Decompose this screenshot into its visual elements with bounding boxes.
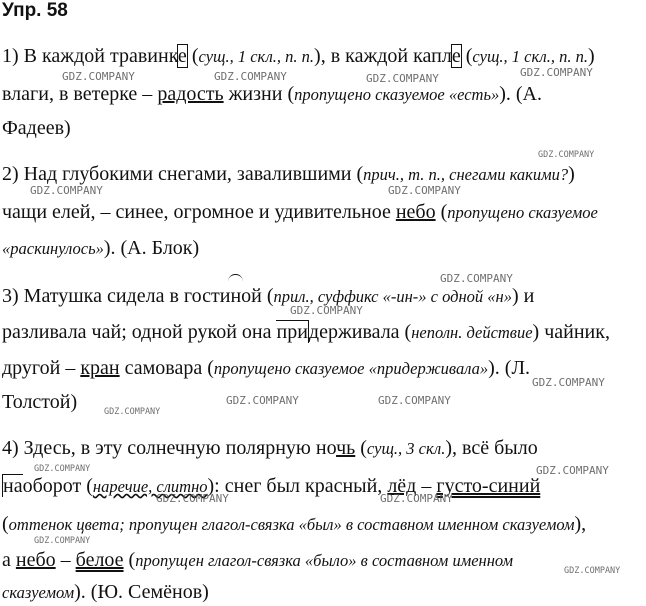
watermark: GDZ.COMPANY — [156, 492, 229, 505]
p4-line5: сказуемом). (Ю. Семёнов) — [2, 581, 209, 603]
subject-underline: радость — [157, 83, 224, 105]
watermark: GDZ.COMPANY — [564, 566, 621, 576]
watermark: GDZ.COMPANY — [520, 66, 593, 79]
prefix-mark: на — [3, 475, 23, 497]
watermark: GDZ.COMPANY — [440, 272, 513, 285]
p2-line2: чащи елей, – синее, огромное и удивительное небо (пропущено сказуемое — [2, 201, 598, 223]
watermark: GDZ.COMPANY — [62, 70, 135, 83]
watermark: GDZ.COMPANY — [214, 70, 287, 83]
ending-box: е — [177, 45, 187, 67]
p3-line4: Толстой) — [2, 391, 78, 413]
subject-underline: небо — [15, 549, 56, 571]
watermark: GDZ.COMPANY — [34, 464, 91, 474]
predicate-underline: густо-синий — [436, 475, 541, 497]
watermark: GDZ.COMPANY — [536, 464, 609, 477]
p4-line4: а небо – белое (пропущен глагол-связка «было» в составном именном — [2, 549, 514, 571]
p3-line3: другой – кран самовара (пропущено сказуемое «придерживала»). (Л. — [2, 357, 531, 379]
watermark: GDZ.COMPANY — [30, 184, 103, 197]
watermark: GDZ.COMPANY — [226, 394, 299, 407]
watermark: GDZ.COMPANY — [532, 376, 605, 389]
watermark: GDZ.COMPANY — [34, 536, 91, 546]
p1-line3: Фадеев) — [2, 117, 71, 139]
predicate-underline: белое — [75, 549, 124, 571]
p1-line2: влаги, в ветерке – радость жизни (пропущено сказуемое «есть»). (А. — [2, 83, 542, 105]
watermark: GDZ.COMPANY — [104, 407, 161, 417]
watermark: GDZ.COMPANY — [378, 394, 451, 407]
p4-line2: наоборот (наречие, слитно): снег был красный, лёд – густо-синий — [3, 475, 541, 497]
p3-line2: разливала чай; одной рукой она придерживала (неполн. действие) чайник, — [2, 321, 610, 343]
subject-underline: кран — [80, 357, 120, 379]
p2-line1: 2) Над глубокими снегами, завалившими (прич., т. п., снегами какими?) — [2, 163, 575, 185]
p4-line1: 4) Здесь, в эту солнечную полярную ночь (сущ., 3 скл.), всё было — [2, 437, 538, 459]
watermark: GDZ.COMPANY — [290, 304, 363, 317]
ending-box: е — [451, 45, 461, 67]
p3-line1: 3) Матушка сидела в гостиной (прил., суффикс «-ин-» с одной «н») и — [2, 285, 535, 307]
p2-line3: «раскинулось»). (А. Блок) — [2, 237, 200, 259]
prefix-mark: при — [276, 321, 308, 343]
watermark: GDZ.COMPANY — [366, 72, 439, 85]
watermark: GDZ.COMPANY — [388, 184, 461, 197]
exercise-title: Упр. 58 — [2, 0, 68, 21]
suffix-arc: н — [230, 285, 242, 307]
subject-underline: небо — [395, 201, 436, 223]
p4-line3: (оттенок цвета; пропущен глагол-связка «был» в составном именном сказуемом), — [2, 513, 587, 535]
p1-line1: 1) В каждой травинке (сущ., 1 скл., п. п.), в каждой капле (сущ., 1 скл., п. п.) — [2, 45, 595, 67]
watermark: GDZ.COMPANY — [380, 492, 453, 505]
subject-underline: лёд — [387, 475, 417, 497]
watermark: GDZ.COMPANY — [538, 150, 595, 160]
ending-underline: чь — [336, 437, 356, 459]
